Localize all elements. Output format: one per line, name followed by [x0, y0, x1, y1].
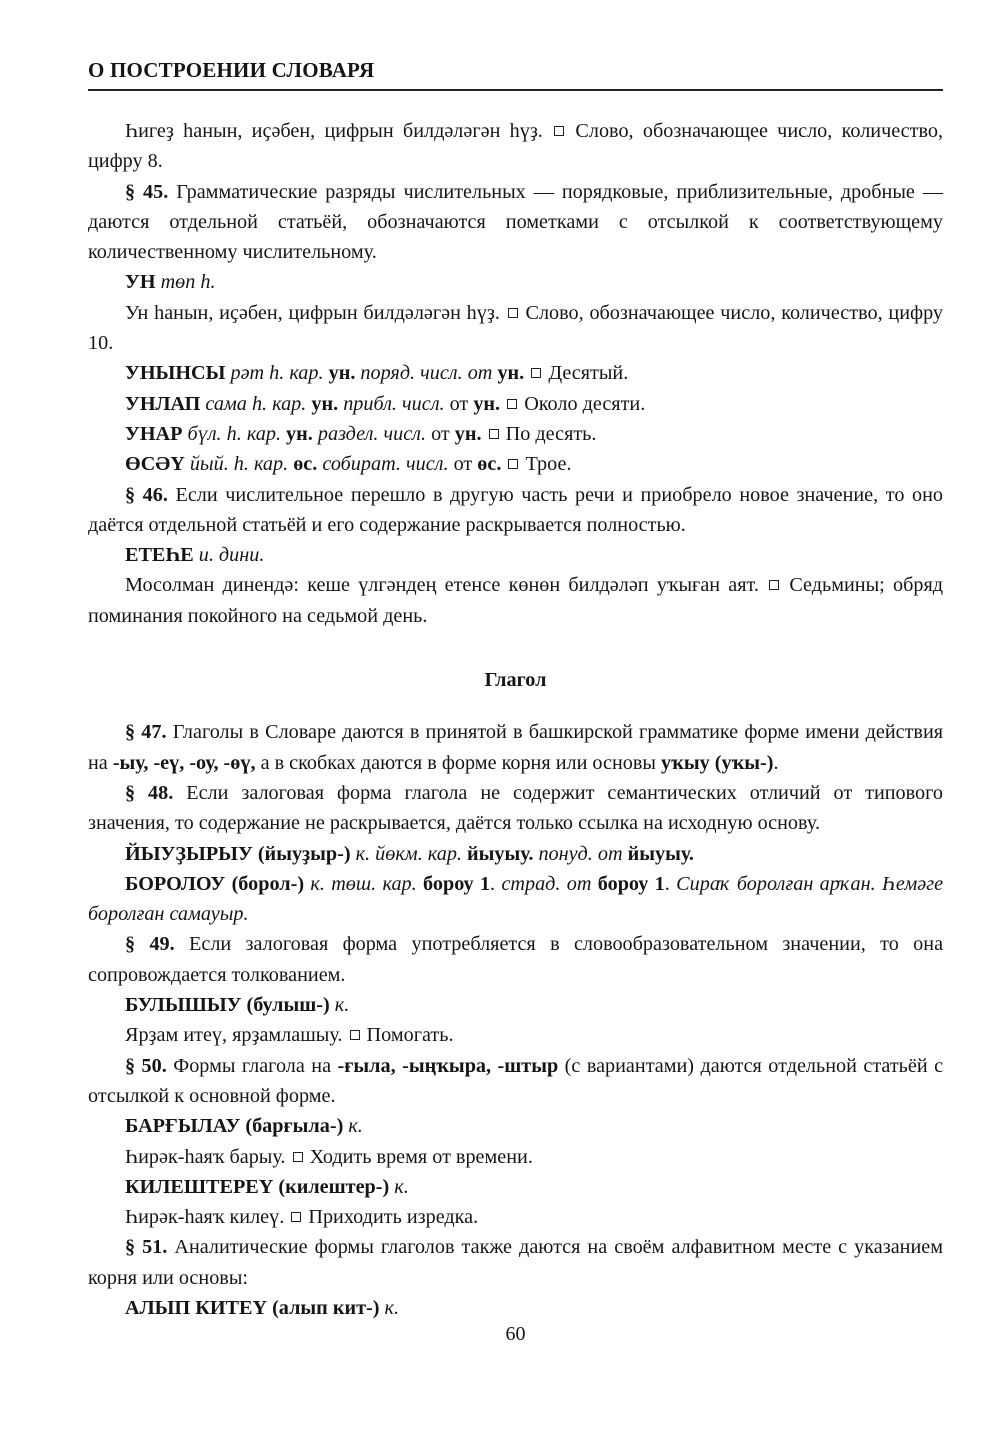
- entry-kileshtereu: КИЛЕШТЕРЕҮ (килештер-) к.: [125, 1175, 409, 1198]
- square-box-icon: [293, 1152, 303, 1162]
- headword: КИЛЕШТЕРЕҮ (килештер-): [125, 1175, 390, 1198]
- entry-un-definition: Ун һанын, иҫәбен, цифрын билдәләгән һүҙ. Слово, обозначающее число, количество, цифру 10.: [88, 301, 944, 355]
- section-number: § 45.: [125, 180, 169, 203]
- headword: ЕТЕҺЕ: [125, 544, 194, 567]
- entry-unlap: УНЛАП сама һ. кар. ун. прибл. числ. от ун. Около десяти.: [125, 392, 646, 415]
- entry-alyp-kiteu: АЛЫП КИТЕҮ (алып кит-) к.: [125, 1296, 400, 1319]
- section-45: § 45. Грамматические разряды числительных — порядковые, приблизительные, дробные — даются отдельной статьёй, обозначаются пометками с отсылкой к соответствующему количественному числительному.: [88, 180, 944, 264]
- entry-barghylau: БАРҒЫЛАУ (барғыла-) к.: [125, 1115, 363, 1138]
- square-box-icon: [554, 126, 564, 136]
- section-heading: Глагол: [484, 669, 547, 692]
- section-47: § 47. Глаголы в Словаре даются в принятой в башкирской грамматике форме имени действия на -ыу, -еү, -оу, -өү, а в скобках даются в форме корня или основы уҡыу (уҡы-).: [88, 721, 944, 774]
- square-box-icon: [769, 580, 779, 590]
- entry-boroloy: БОРОЛОУ (борол-) к. төш. кар. бороу 1. страд. от бороу 1. Сираҡ боролған арҡан. Һемәге боролған самауыр.: [88, 872, 944, 926]
- headword: УН: [125, 271, 156, 294]
- usage-example: Сираҡ боролған арҡан. Һемәге боролған самауыр.: [88, 872, 944, 926]
- headword: ЙЫУҘЫРЫУ (йыуҙыр-): [125, 842, 351, 865]
- entry-bulyshyu-definition: Ярҙам итеү, ярҙамлашыу. Помогать.: [125, 1024, 454, 1047]
- entry-un: [88, 267, 943, 297]
- entry-unar: УНАР бүл. һ. кар. ун. раздел. числ. от ун. По десять.: [125, 422, 597, 445]
- entry-yyuzyryu: ЙЫУҘЫРЫУ (йыуҙыр-) к. йөкм. кар. йыуыу. понуд. от йыуыу.: [125, 842, 694, 865]
- headword: УНЛАП: [125, 392, 201, 415]
- paragraph-definition-8: Һигеҙ һанын, иҫәбен, цифрын билдәләгән һүҙ. Слово, обозначающее число, количество, цифру 8.: [88, 120, 944, 173]
- entry-kileshtereu-definition: Һирәк-һаяҡ килеү. Приходить изредка.: [125, 1206, 479, 1229]
- headword: АЛЫП КИТЕҮ (алып кит-): [125, 1296, 380, 1319]
- page-number: 60: [505, 1323, 526, 1345]
- entry-etehe-definition: Мосолман динендә: кеше үлгәндең етенсе көнөн билдәләп уҡыған аят. Седьмины; обряд поминания покойного на седьмой день.: [88, 574, 944, 627]
- square-box-icon: [350, 1030, 360, 1040]
- entry-etehe: ЕТЕҺЕ и. дини.: [125, 544, 265, 567]
- section-50: § 50. Формы глагола на -ғыла, -ыңҡыра, -штыр (с вариантами) даются отдельной статьёй с отсылкой к основной форме.: [88, 1054, 944, 1107]
- section-number: § 46.: [125, 483, 168, 506]
- headword: БОРОЛОУ (борол-): [125, 872, 305, 895]
- section-49: § 49. Если залоговая форма употребляется в словообразовательном значении, то она сопровождается толкованием.: [88, 933, 944, 986]
- section-number: § 49.: [125, 933, 175, 956]
- entry-bulyshyu: БУЛЫШЫУ (булыш-) к.: [125, 994, 350, 1017]
- running-header: О ПОСТРОЕНИИ СЛОВАРЯ: [88, 58, 943, 91]
- section-number: § 50.: [125, 1054, 167, 1077]
- square-box-icon: [531, 368, 541, 378]
- section-number: § 47.: [125, 721, 167, 744]
- section-46: § 46. Если числительное перешло в другую часть речи и приобрело новое значение, то оно даётся отдельной статьёй и его содержание раскрывается полностью.: [88, 483, 944, 536]
- square-box-icon: [508, 459, 518, 469]
- headword: БУЛЫШЫУ (булыш-): [125, 994, 330, 1017]
- headword: УНЫНСЫ: [125, 362, 226, 385]
- section-48: § 48. Если залоговая форма глагола не содержит семантических отличий от типового значения, то содержание не раскрывается, даётся только ссылка на исходную основу.: [88, 781, 944, 835]
- square-box-icon: [508, 308, 518, 318]
- section-51: § 51. Аналитические формы глаголов также даются на своём алфавитном месте с указанием корня или основы:: [88, 1236, 943, 1289]
- grammar-mark: төп һ.: [160, 271, 216, 294]
- section-number: § 48.: [125, 781, 174, 804]
- section-number: § 51.: [125, 1236, 168, 1259]
- headword: БАРҒЫЛАУ (барғыла-): [125, 1115, 344, 1138]
- entry-barghylau-definition: Һирәк-һаяҡ барыу. Ходить время от времени.: [125, 1145, 533, 1168]
- entry-osau: ӨСӘҮ йый. һ. кар. өс. собират. числ. от өс. Трое.: [125, 453, 572, 476]
- page-body: [88, 116, 943, 1323]
- headword: УНАР: [125, 422, 183, 445]
- square-box-icon: [291, 1212, 301, 1222]
- square-box-icon: [489, 429, 499, 439]
- page: [88, 0, 943, 1430]
- square-box-icon: [507, 399, 517, 409]
- entry-unynsy: УНЫНСЫ рәт һ. кар. ун. поряд. числ. от ун. Десятый.: [125, 362, 629, 385]
- headword: ӨСӘҮ: [125, 453, 185, 476]
